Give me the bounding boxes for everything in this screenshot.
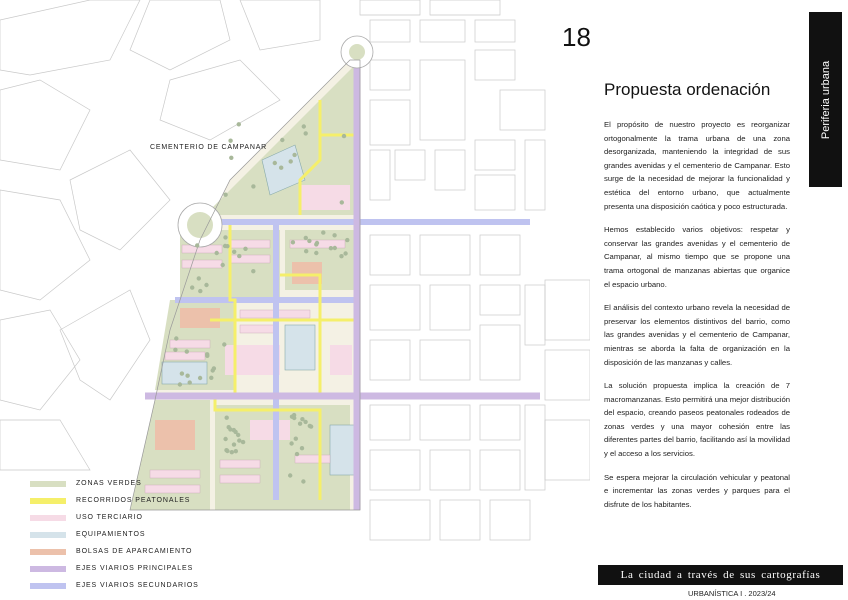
tree-dot (209, 376, 213, 380)
paragraph: Hemos establecido varios objetivos: respetar y conservar las grandes avenidas y el cementerio de Campanar, al mismo tiempo que se propone una trama ortogonal de manzanas abiertas que organice el espacio urbano. (604, 225, 790, 289)
tree-dot (222, 342, 226, 346)
legend-label: EJES VIARIOS PRINCIPALES (76, 565, 194, 572)
tree-dot (236, 433, 240, 437)
tree-dot (345, 238, 349, 242)
course-label: URBANÍSTICA I . 2023/24 (688, 589, 776, 598)
legend-label: ZONAS VERDES (76, 480, 142, 487)
legend-label: BOLSAS DE APARCAMIENTO (76, 548, 193, 555)
legend-label: EQUIPAMIENTOS (76, 531, 146, 538)
footer-banner: La ciudad a través de sus cartografías (598, 565, 843, 585)
legend-swatch (30, 583, 66, 589)
tree-dot (225, 449, 229, 453)
legend-swatch (30, 515, 66, 521)
legend-item (30, 543, 199, 560)
paragraph: El análisis del contexto urbano revela la necesidad de preservar los elementos distintivos del barrio, como las grandes avenidas y el cementerio de Campanar, mientras se aborda la falta de organización en la disposición de las manzanas y calles. (604, 303, 790, 367)
tree-dot (232, 442, 236, 446)
tree-dot (237, 438, 241, 442)
tree-dot (221, 263, 225, 267)
tree-dot (333, 246, 337, 250)
tree-dot (237, 254, 241, 258)
tree-dot (188, 380, 192, 384)
tree-dot (243, 247, 247, 251)
tree-dot (289, 441, 293, 445)
tree-dot (223, 235, 227, 239)
tree-dot (223, 437, 227, 441)
tree-dot (304, 249, 308, 253)
tree-dot (303, 420, 307, 424)
tree-dot (288, 473, 292, 477)
legend-swatch (30, 549, 66, 555)
tree-dot (291, 240, 295, 244)
tree-dot (198, 289, 202, 293)
tree-dot (342, 134, 346, 138)
tree-dot (329, 246, 333, 250)
tree-dot (227, 425, 231, 429)
tree-dot (198, 376, 202, 380)
legend-item (30, 475, 199, 492)
tree-dot (273, 161, 277, 165)
tree-dot (195, 243, 199, 247)
legend-item (30, 526, 199, 543)
tree-dot (292, 153, 296, 157)
paragraph: El propósito de nuestro proyecto es reorganizar ortogonalmente la trama urbana de una zona desorganizada, manteniendo la integridad de sus grandes avenidas y el cementerio de Campanar. Esto surge de la necesidad de mejorar la funcionalidad y estética del entorno urbano, que actualmente presenta una disposición caótica y poco estructurada. (604, 120, 790, 211)
tree-dot (292, 413, 296, 417)
legend-item (30, 560, 199, 577)
legend-swatch (30, 498, 66, 504)
tree-dot (251, 184, 255, 188)
legend-swatch (30, 481, 66, 487)
tree-dot (304, 236, 308, 240)
tree-dot (251, 269, 255, 273)
tree-dot (232, 250, 236, 254)
tree-dot (204, 283, 208, 287)
tree-dot (190, 285, 194, 289)
tree-dot (185, 349, 189, 353)
tree-dot (332, 233, 336, 237)
tree-dot (294, 437, 298, 441)
tree-dot (228, 139, 232, 143)
tree-dot (241, 440, 245, 444)
legend-label: RECORRIDOS PEATONALES (76, 497, 191, 504)
tree-dot (212, 366, 216, 370)
tree-dot (230, 450, 234, 454)
tree-dot (279, 166, 283, 170)
legend-swatch (30, 566, 66, 572)
tree-dot (185, 374, 189, 378)
legend-swatch (30, 532, 66, 538)
tree-dot (280, 138, 284, 142)
tree-dot (321, 230, 325, 234)
tree-dot (295, 452, 299, 456)
cemetery-label: CEMENTERIO DE CAMPANAR (150, 144, 268, 151)
tree-dot (178, 382, 182, 386)
tree-dot (225, 416, 229, 420)
tree-dot (237, 122, 241, 126)
tree-dot (215, 251, 219, 255)
tree-dot (197, 276, 201, 280)
tree-dot (229, 156, 233, 160)
tree-dot (225, 244, 229, 248)
legend-label: USO TERCIARIO (76, 514, 143, 521)
tree-dot (308, 424, 312, 428)
tree-dot (339, 254, 343, 258)
legend-item (30, 509, 199, 526)
tree-dot (314, 251, 318, 255)
tree-dot (340, 200, 344, 204)
legend-item (30, 492, 199, 509)
tree-dot (234, 449, 238, 453)
paragraph: Se espera mejorar la circulación vehicular y peatonal e incrementar las zonas verdes y parques para el disfrute de los habitantes. (604, 472, 790, 509)
page-number: 18 (562, 22, 591, 52)
tree-dot (343, 251, 347, 255)
section-tab-label: Periferia urbana (819, 60, 832, 139)
legend (30, 475, 199, 594)
page-title: Propuesta ordenación (604, 80, 771, 99)
tree-dot (300, 446, 304, 450)
tree-dot (173, 348, 177, 352)
tree-dot (289, 159, 293, 163)
tree-dot (307, 239, 311, 243)
tree-dot (180, 371, 184, 375)
tree-dot (302, 124, 306, 128)
tree-dot (304, 131, 308, 135)
tree-dot (205, 354, 209, 358)
legend-item (30, 577, 199, 594)
tree-dot (315, 241, 319, 245)
tree-dot (223, 193, 227, 197)
tree-dot (301, 479, 305, 483)
body-text (604, 118, 790, 521)
tree-dot (174, 336, 178, 340)
legend-label: EJES VIARIOS SECUNDARIOS (76, 582, 199, 589)
section-tab (809, 12, 842, 187)
tree-dot (298, 422, 302, 426)
paragraph: La solución propuesta implica la creación de 7 macromanzanas. Esto permitirá una mejor distribución del espacio, creando paseos peatonales rodeados de zonas verdes y una mayor cohesión entre las diferentes partes del barrio, facilitando así la movilidad y el acceso a los servicios. (604, 381, 790, 459)
